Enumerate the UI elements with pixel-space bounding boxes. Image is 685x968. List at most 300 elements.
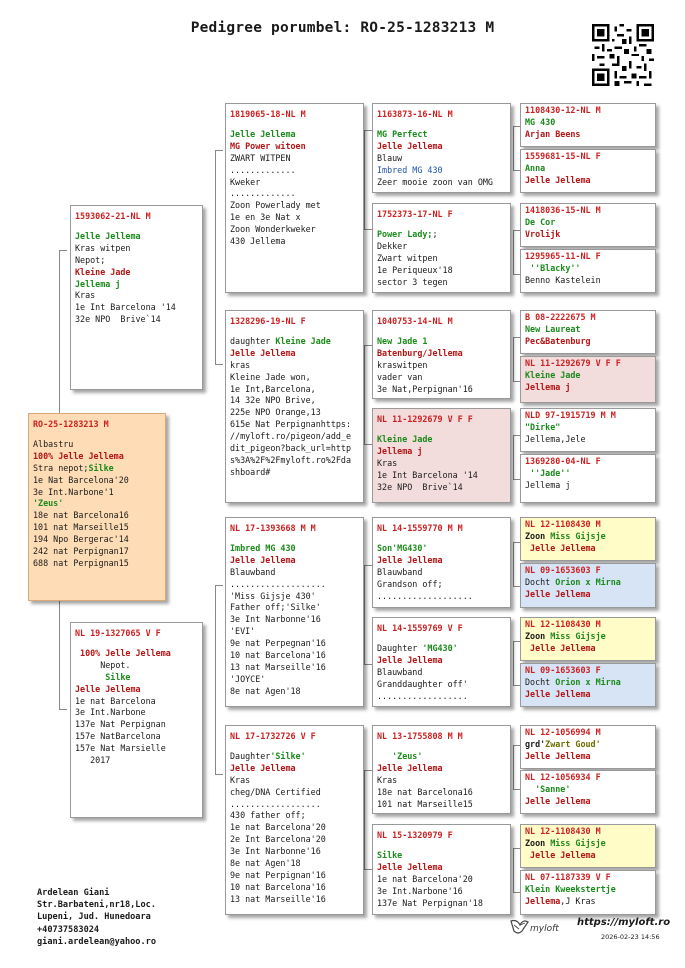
pedigree-line [33,463,161,475]
pigeon-ring-id[interactable]: NL 09-1653603 F [525,565,601,575]
highlight-text: Batenburg/Jellema [377,347,463,358]
plain-text: 14 32e NPO Brive, [230,395,316,406]
pedigree-line [230,614,359,626]
plain-text: Docht [525,576,556,587]
plain-text: 3e Nat,Perpignan'16 [377,383,473,394]
plain-text: 615e Nat Perpignanhttps: [230,419,352,430]
plain-text: Daughter [377,642,423,653]
highlight-text: Jelle Jellema [525,795,591,806]
highlight-text: Zoon [525,530,551,541]
pedigree-line [525,336,651,348]
great-grandparent-card[interactable] [372,725,511,814]
pedigree-line [525,129,651,141]
pedigree-line [230,846,359,858]
pedigree-line [230,787,359,799]
pedigree-line [230,384,359,396]
plain-text: 430 Jellema [230,236,286,247]
pedigree-line [377,129,506,141]
plain-text: 242 nat Perpignan17 [33,546,129,557]
pigeon-ring-id[interactable]: NL 12-1056994 M [525,727,601,737]
highlight-text: Jelle Jellema [230,762,296,773]
pedigree-line [230,858,359,870]
plain-text: 688 nat Perpignan15 [33,557,129,568]
pedigree-line [230,200,359,212]
great-great-grandparent-card[interactable] [520,663,656,707]
plain-text: 8e nat Agen'18 [230,858,301,869]
plain-text: Dekker [377,240,408,251]
plain-text: 'JOYCE' [230,673,266,684]
plain-text: 2e Int Barcelona'20 [230,834,326,845]
plain-text: 3e Int.Narbone'1 [33,486,114,497]
highlight-text: Kleine Jade [525,369,581,380]
plain-text: 1e nat Barcelona'20 [377,873,473,884]
pigeon-ring-id[interactable]: B 08-2222675 M [525,312,596,322]
pedigree-line [75,707,198,719]
plain-text: Kras [230,774,251,785]
plain-text: 'Miss Gijsje 430' [230,590,316,601]
highlight-text: New Jade 1 [377,335,428,346]
plain-text: 1e nat Barcelona [75,695,156,706]
plain-text: 1e Int Barcelona '14 [75,302,176,313]
pedigree-line [230,567,359,579]
pedigree-line [377,787,506,799]
pedigree-line [230,348,359,360]
pedigree-line [75,696,198,708]
plain-text: 430 father off; [230,810,306,821]
highlight-text: MG Power witoen [230,140,306,151]
dam-card[interactable] [70,622,203,818]
pedigree-line [377,446,506,458]
great-great-grandparent-card[interactable] [520,408,656,452]
pedigree-line [75,755,198,767]
pedigree-line [377,579,506,591]
pedigree-line [230,662,359,674]
great-great-grandparent-card[interactable] [520,517,656,561]
timestamp: 2026-02-23 14:56 [601,933,660,941]
myloft-logo-icon [508,917,568,937]
highlight-text: Kleine Jade [275,335,331,346]
pedigree-line [230,141,359,153]
highlight-text: Jellema j [525,381,571,392]
plain-text: 18e nat Barcelona16 [33,510,129,521]
great-great-grandparent-card[interactable] [520,454,656,503]
great-great-grandparent-card[interactable] [520,870,656,915]
pedigree-line [377,277,506,289]
pedigree-line [525,631,651,643]
plain-text: 157e NatBarcelona [75,731,161,742]
pigeon-ring-id[interactable]: NL 17-1732726 V F [230,731,316,741]
plain-text: 137e Nat Perpignan'18 [377,897,483,908]
great-grandparent-card[interactable] [372,203,511,293]
pigeon-ring-id[interactable]: NL 11-1292679 V F F [525,358,621,368]
highlight-text: MG Perfect [377,128,428,139]
pigeon-ring-id[interactable]: 1295965-11-NL F [525,251,601,261]
pedigree-line [230,212,359,224]
pedigree-line [377,360,506,372]
pedigree-line [377,165,506,177]
pigeon-ring-id[interactable]: NL 12-1108430 M [525,826,601,836]
plain-text: 1e en 3e Nat x [230,212,301,223]
pedigree-line [230,360,359,372]
connector-line [364,130,372,230]
pedigree-line [230,153,359,165]
plain-text: Zoon Wonderkweker [230,224,316,235]
plain-text: Jellema j [525,479,571,490]
pedigree-line [525,324,651,336]
pedigree-line [525,896,651,908]
pedigree-line [33,558,161,570]
plain-text: Albastru [33,438,74,449]
great-great-grandparent-card[interactable] [520,149,656,193]
plain-text: 225e NPO Orange,13 [230,407,321,418]
pedigree-line [230,455,359,467]
grandparent-card[interactable] [225,517,364,707]
pigeon-ring-id[interactable]: 1040753-14-NL M [377,316,453,326]
pedigree-line [230,407,359,419]
plain-text: Zwart witpen [377,252,438,263]
great-great-grandparent-card[interactable] [520,310,656,354]
breeder-address: Str.Barbateni,nr18,Loc. [37,900,156,911]
highlight-text: Jelle Jellema [525,688,591,699]
pedigree-line [377,384,506,396]
great-great-grandparent-card[interactable] [520,725,656,769]
great-great-grandparent-card[interactable] [520,563,656,608]
plain-text: ZWART WITPEN [230,152,291,163]
plain-text: 3e Int Narbonne'16 [230,846,321,857]
highlight-text: Jelle Jellema [525,588,591,599]
pedigree-line [377,874,506,886]
pedigree-line [525,577,651,589]
pedigree-line [525,838,651,850]
great-grandparent-card[interactable] [372,617,511,707]
pigeon-ring-id[interactable]: NL 12-1108430 M [525,619,601,629]
highlight-text: 100% Jelle Jellema [80,647,171,658]
plain-text: 18e nat Barcelona16 [377,786,473,797]
plain-text: 1e Periqueux'18 [377,264,453,275]
plain-text: 8e nat Agen'18 [230,685,301,696]
highlight-text: De Cor [525,216,556,227]
highlight-text: Silke [105,671,131,682]
plain-text [377,751,392,761]
highlight-text: Miss Gijsje [550,630,606,641]
plain-text: Blauw [377,152,403,163]
pedigree-line [75,684,198,696]
plain-text: cheg/DNA Certified [230,786,321,797]
plain-text: Nepot; [75,254,106,265]
pedigree-line [525,689,651,701]
pedigree-line [525,543,651,555]
plain-text: Blauwband [230,566,276,577]
connector-line [215,585,223,775]
great-great-grandparent-card[interactable] [520,203,656,247]
plain-text: Grandson off; [377,578,443,589]
plain-text: 3e Int Narbonne'16 [230,614,321,625]
subject-pigeon-card[interactable] [28,413,166,601]
great-great-grandparent-card[interactable] [520,103,656,147]
highlight-text: Jelle Jellema [377,140,443,151]
pedigree-line [230,579,359,591]
pedigree-line [377,229,506,241]
pedigree-line [377,763,506,775]
pedigree-line [75,648,198,660]
highlight-text: Jelle Jellema [230,554,296,565]
grandparent-card[interactable] [225,725,364,915]
pedigree-line [377,655,506,667]
plain-text: Kweker [230,176,261,187]
plain-text: 10 nat Barcelona'16 [230,650,326,661]
highlight-text: Jelle Jellema [525,750,591,761]
pigeon-ring-id[interactable]: 1593062-21-NL M [75,211,151,221]
pigeon-ring-id[interactable]: 1559681-15-NL F [525,151,601,161]
highlight-text: Jelle Jellema [377,554,443,565]
highlight-text: 'Zeus' [33,498,64,509]
highlight-text: Orion x Mirna [555,576,621,587]
pigeon-ring-id[interactable]: NL 09-1653603 F [525,665,601,675]
pedigree-line [525,163,651,175]
highlight-text: Silke [377,849,403,860]
pedigree-line [230,686,359,698]
pigeon-ring-id[interactable]: NL 14-1559769 V F [377,623,463,633]
pigeon-ring-id[interactable]: 1752373-17-NL F [377,209,453,219]
pedigree-line [377,775,506,787]
pedigree-line [75,290,198,302]
highlight-text: Jelle Jellema [377,654,443,665]
sire-card[interactable] [70,205,203,390]
highlight-text: Jellema j [75,278,121,289]
highlight-text: Kleine Jade [75,266,131,277]
great-great-grandparent-card[interactable] [520,770,656,814]
great-grandparent-card[interactable] [372,310,511,399]
pigeon-ring-id[interactable]: NL 12-1108430 M [525,519,601,529]
plain-text: 101 nat Marseille15 [33,522,129,533]
great-grandparent-card[interactable] [372,103,511,193]
pedigree-line [230,177,359,189]
pedigree-line [525,434,651,446]
pedigree-line [230,799,359,811]
pedigree-line [377,372,506,384]
highlight-text: 100% Jelle Jellema [33,450,124,461]
page-title: Pedigree porumbel: RO-25-1283213 M [190,20,495,36]
plain-text: 1e Nat Barcelona'20 [33,474,129,485]
pedigree-line [230,674,359,686]
plain-text: Granddaughter off' [377,678,468,689]
pedigree-line [525,884,651,896]
pigeon-ring-id[interactable]: NLD 97-1915719 M M [525,410,616,420]
plain-text: ................... [377,590,473,601]
pedigree-line [525,850,651,862]
pedigree-line [230,822,359,834]
plain-text: kraswitpen [377,359,428,370]
pedigree-line [525,175,651,187]
pedigree-line [377,667,506,679]
pedigree-line [377,336,506,348]
grandparent-card[interactable] [225,103,364,293]
pedigree-line [230,543,359,555]
pedigree-line [525,263,651,275]
pigeon-ring-id[interactable]: 1369280-04-NL F [525,456,601,466]
plain-text: 101 nat Marseille15 [377,798,473,809]
highlight-text: Jellema [525,895,561,906]
plain-text: 1e Int Barcelona '14 [377,469,478,480]
pedigree-line [33,522,161,534]
plain-text: Kleine Jade won, [230,371,311,382]
plain-text: Nepot. [75,659,131,670]
pedigree-line [33,498,161,510]
pigeon-ring-id[interactable]: 1108430-12-NL M [525,105,601,115]
connector-line [364,565,372,665]
plain-text: 157e Nat Marsielle [75,743,166,754]
pigeon-ring-id[interactable]: NL 13-1755808 M M [377,731,463,741]
plain-text [75,672,105,682]
great-grandparent-card[interactable] [372,824,511,915]
highlight-text: "Dirke" [525,421,561,432]
highlight-text: Zoon [525,630,551,641]
pedigree-line [377,543,506,555]
highlight-text: Miss Gijsje [550,837,606,848]
logo-text: myloft [530,924,559,934]
plain-text: ............. [230,164,296,175]
highlight-text: Jelle Jellema [75,683,141,694]
plain-text: Daughter [230,750,271,761]
pedigree-line [230,882,359,894]
highlight-text: Jelle Jellema [530,542,596,553]
pedigree-line [525,739,651,751]
highlight-text: Power Lady; [377,228,433,239]
plain-text: shboard# [230,466,271,477]
plain-text: 32e NPO Brive`14 [75,314,161,325]
pigeon-ring-id[interactable]: NL 19-1327065 V F [75,628,161,638]
great-grandparent-card[interactable] [372,517,511,608]
great-great-grandparent-card[interactable] [520,617,656,661]
pedigree-line [377,241,506,253]
pedigree-line [230,834,359,846]
great-great-grandparent-card[interactable] [520,249,656,293]
pedigree-line [33,439,161,451]
plain-text: Benno Kastelein [525,274,601,285]
pedigree-line [525,677,651,689]
pedigree-line [230,467,359,479]
pedigree-line [33,510,161,522]
pedigree-line [230,224,359,236]
plain-text: Father off;'Silke' [230,602,321,613]
pedigree-line [377,679,506,691]
pedigree-line [75,267,198,279]
pedigree-line [33,534,161,546]
highlight-text: Zoon [525,837,551,848]
pigeon-ring-id[interactable]: NL 15-1320979 F [377,830,453,840]
plain-text: .................. [377,690,468,701]
breeder-email[interactable]: giani.ardelean@yahoo.ro [37,936,156,947]
pedigree-line [230,395,359,407]
grandparent-card[interactable] [225,310,364,503]
pedigree-line [377,850,506,862]
pedigree-line [230,372,359,384]
plain-text: ; [432,228,438,239]
great-grandparent-card[interactable] [372,408,511,503]
plain-text: daughter [230,335,276,346]
pedigree-line [377,567,506,579]
pedigree-line [230,775,359,787]
pedigree-line [377,691,506,703]
pigeon-ring-id[interactable]: NL 12-1056934 F [525,772,601,782]
pigeon-ring-id[interactable]: NL 07-1187339 V F [525,872,611,882]
highlight-text: Klein Kweekstertje [525,883,616,894]
pedigree-line [377,434,506,446]
pedigree-line [525,422,651,434]
plain-text: dit_pigeon?back_url=http [230,443,352,454]
pedigree-line [377,470,506,482]
pedigree-line [230,751,359,763]
pigeon-ring-id[interactable]: 1163873-16-NL M [377,109,453,119]
pedigree-line [377,153,506,165]
pedigree-line [377,348,506,360]
plain-text: 3e Int.Narbone'16 [377,885,463,896]
pedigree-line [230,555,359,567]
highlight-text: Zwart Goud' [545,738,601,749]
pedigree-line [230,188,359,200]
great-great-grandparent-card[interactable] [520,356,656,403]
plain-text: 32e NPO Brive`14 [377,481,463,492]
pedigree-line [75,672,198,684]
pedigree-line [525,751,651,763]
pedigree-line [230,650,359,662]
pedigree-line [230,431,359,443]
plain-text: 13 nat Marseille'16 [230,893,326,904]
pedigree-line [230,602,359,614]
pigeon-ring-id[interactable]: 1328296-19-NL F [230,316,306,326]
plain-text: 'EVI' [230,626,256,637]
pedigree-line [377,141,506,153]
plain-text: 137e Nat Perpignan [75,719,166,730]
pedigree-line [230,894,359,906]
pedigree-line [525,784,651,796]
pedigree-line [75,302,198,314]
qr-code-icon [592,24,654,86]
pigeon-ring-id[interactable]: NL 11-1292679 V F F [377,414,473,424]
highlight-text: 'Silke' [270,750,306,761]
pigeon-ring-id[interactable]: 1819065-18-NL M [230,109,306,119]
pedigree-line [33,475,161,487]
site-link[interactable]: https://myloft.ro [577,917,671,928]
highlight-text: Jelle Jellema [530,849,596,860]
plain-text: 13 nat Marseille'16 [230,661,326,672]
pedigree-line [230,236,359,248]
highlight-text: New Laureat [525,323,581,334]
plain-text: 10 nat Barcelona'16 [230,881,326,892]
highlight-text: Jelle Jellema [75,230,141,241]
pigeon-ring-id[interactable]: NL 17-1393668 M M [230,523,316,533]
pigeon-ring-id[interactable]: RO-25-1283213 M [33,419,109,429]
plain-text: s%3A%2F%2Fmyloft.ro%2Fda [230,454,352,465]
highlight-text: Imbred MG 430 [377,164,443,175]
pigeon-ring-id[interactable]: NL 14-1559770 M M [377,523,463,533]
great-great-grandparent-card[interactable] [520,824,656,868]
pedigree-line [525,796,651,808]
plain-text: vader van [377,371,423,382]
highlight-text: Silke [88,462,114,473]
breeder-phone: +40737583024 [37,924,100,935]
pedigree-line [525,229,651,241]
plain-text: Stra nepot; [33,462,89,473]
pigeon-ring-id[interactable]: 1418036-15-NL M [525,205,601,215]
highlight-text: Jellema j [377,445,423,456]
pedigree-line [377,591,506,603]
pedigree-line [33,451,161,463]
plain-text: 1e Int,Barcelona, [230,383,316,394]
plain-text: Kras [75,290,96,301]
highlight-text: Pec&Batenburg [525,335,591,346]
pedigree-line [377,751,506,763]
